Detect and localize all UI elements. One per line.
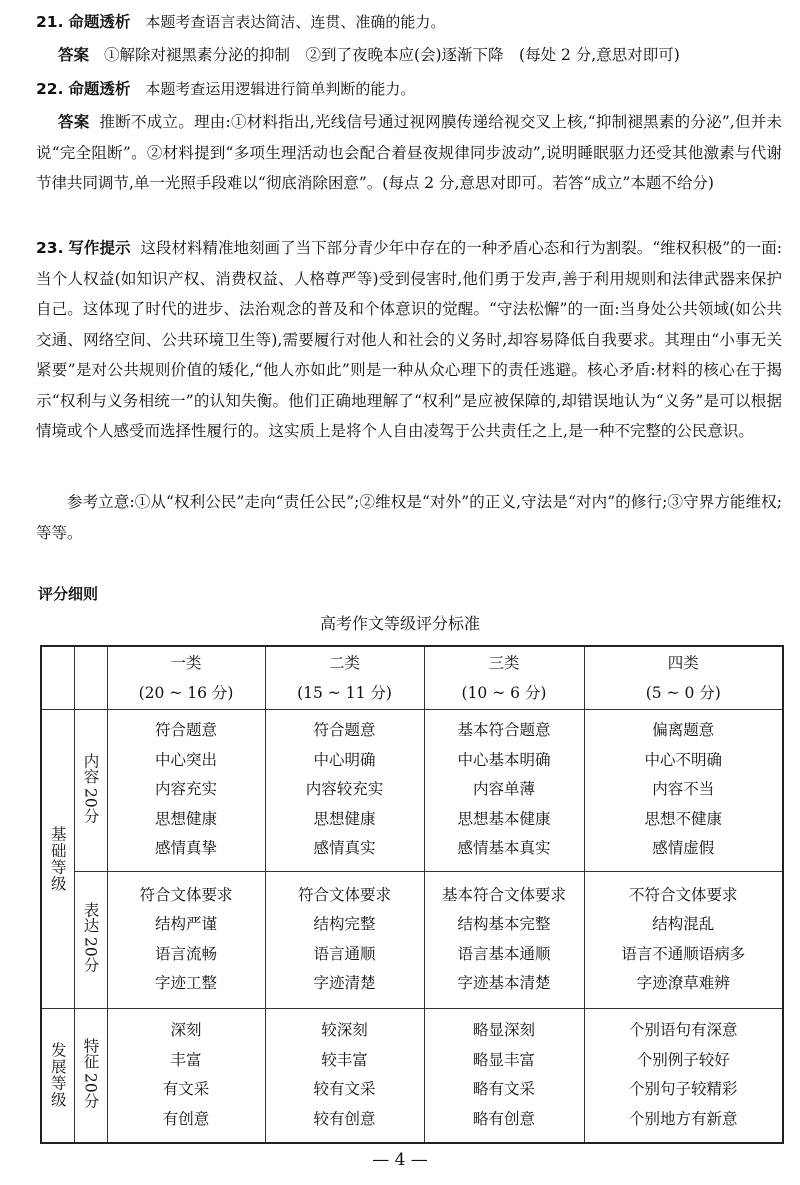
criterion-text: 基本符合题意 <box>457 721 551 740</box>
criterion-text: 符合文体要求 <box>139 885 233 904</box>
q22-answer-paragraph <box>36 107 782 199</box>
page-number: — 4 — <box>372 1150 428 1170</box>
criterion-text: 个别语句有深意 <box>628 1021 738 1040</box>
criterion-text: 中心基本明确 <box>457 750 551 769</box>
content-cell-grade3 <box>424 709 584 871</box>
criterion-text: 思想健康 <box>313 809 376 828</box>
blank-corner-cell <box>41 646 74 709</box>
grade-name: 四类 <box>667 653 699 672</box>
dev-level-cell <box>41 1008 74 1143</box>
q23-tag: 写作提示 <box>68 239 131 257</box>
grade-header <box>424 646 584 709</box>
criterion-text: 略有创意 <box>472 1109 535 1128</box>
dev-level-label: 发展等级 <box>48 1042 67 1109</box>
rubric-section-title: 评分细则 <box>38 585 99 603</box>
expression-row <box>41 871 783 1008</box>
criterion-text: 思想健康 <box>154 809 217 828</box>
expression-cell-grade2 <box>265 871 424 1008</box>
criterion-text: 符合题意 <box>313 721 376 740</box>
q23-reference: 参考立意:①从“权利公民”走向“责任公民”;②维权是“对外”的正义,守法是“对内”的修行;③守界方能维权;等等。 <box>36 493 782 542</box>
rubric-header-row <box>41 646 783 709</box>
features-label: 特征 <box>81 1038 100 1070</box>
features-cell-grade2 <box>265 1008 424 1143</box>
criterion-text: 较深刻 <box>321 1021 368 1040</box>
criterion-text: 语言基本通顺 <box>457 944 551 963</box>
q22-intent-text: 本题考查运用逻辑进行简单判断的能力。 <box>145 80 416 98</box>
criterion-text: 基本符合文体要求 <box>441 885 566 904</box>
grade-range: (5 ~ 0 分) <box>645 683 721 702</box>
content-row <box>41 709 783 871</box>
grade-range: (10 ~ 6 分) <box>461 683 547 702</box>
features-cell-grade4 <box>584 1008 783 1143</box>
features-cell-grade1 <box>107 1008 265 1143</box>
grade-name: 三类 <box>488 653 520 672</box>
content-label: 内容 <box>81 752 100 784</box>
criterion-text: 结构混乱 <box>652 915 715 933</box>
criterion-text: 字迹清楚 <box>313 974 376 992</box>
q22-answer-tag: 答案 <box>58 113 90 131</box>
criterion-text: 偏离题意 <box>652 721 715 740</box>
grade-header <box>265 646 424 709</box>
q21-answer-text: ①解除对褪黑素分泌的抑制 ②到了夜晚本应(会)逐渐下降 (每处 2 分,意思对即可) <box>103 46 680 64</box>
criterion-text: 个别句子较精彩 <box>628 1080 738 1099</box>
criterion-text: 字迹基本清楚 <box>457 974 551 992</box>
expression-label: 表达 <box>81 902 100 934</box>
basic-level-label: 基础等级 <box>48 825 67 892</box>
criterion-text: 深刻 <box>170 1021 202 1040</box>
criterion-text: 符合题意 <box>154 721 217 740</box>
q22-answer-text: 推断不成立。理由:①材料指出,光线信号通过视网膜传递给视交叉上核,“抑制褪黑素的分泌”,但并未说“完全阻断”。②材料提到“多项生理活动也会配合着昼夜规律同步波动”,说明睡眠驱力还受其他激素与代谢节律共同调节,单一光照手段难以“彻底消除困意”。(每点 2 分,意思对即可。若答“成立”本题不给分) <box>36 113 782 192</box>
content-label-cell <box>74 709 107 871</box>
criterion-text: 略有文采 <box>472 1080 535 1099</box>
q22-intent-line <box>36 77 772 101</box>
rubric-table-title: 高考作文等级评分标准 <box>319 614 480 633</box>
grade-name: 一类 <box>170 653 202 672</box>
content-cell-grade4 <box>584 709 783 871</box>
expression-cell-grade4 <box>584 871 783 1008</box>
q21-intent-line <box>36 10 772 34</box>
criterion-text: 较丰富 <box>321 1050 368 1069</box>
features-row <box>41 1008 783 1143</box>
criterion-text: 较有文采 <box>313 1080 376 1099</box>
grade-header <box>107 646 265 709</box>
expression-cell-grade1 <box>107 871 265 1008</box>
criterion-text: 字迹潦草难辨 <box>636 974 730 992</box>
criterion-text: 中心不明确 <box>644 750 722 769</box>
criterion-text: 丰富 <box>170 1050 202 1069</box>
expression-label-cell <box>74 871 107 1008</box>
content-cell-grade2 <box>265 709 424 871</box>
criterion-text: 较有创意 <box>313 1109 376 1128</box>
q21-intent-text: 本题考查语言表达简洁、连贯、准确的能力。 <box>145 13 446 31</box>
criterion-text: 思想不健康 <box>644 809 722 828</box>
grade-name: 二类 <box>328 653 360 672</box>
basic-level-cell <box>41 709 74 1008</box>
criterion-text: 中心突出 <box>154 750 217 769</box>
criterion-text: 内容较充实 <box>305 780 384 799</box>
grade-header <box>584 646 783 709</box>
expression-points: 20分 <box>81 937 100 973</box>
criterion-text: 中心明确 <box>313 750 376 769</box>
q21-intent-tag: 命题透析 <box>68 13 131 31</box>
criterion-text: 个别例子较好 <box>636 1050 730 1069</box>
criterion-text: 语言通顺 <box>313 944 376 963</box>
grade-range: (20 ~ 16 分) <box>138 683 234 702</box>
criterion-text: 语言不通顺语病多 <box>621 944 746 963</box>
blank-corner-cell <box>74 646 107 709</box>
grade-range: (15 ~ 11 分) <box>297 683 392 702</box>
criterion-text: 字迹工整 <box>154 974 217 992</box>
q22-number: 22. <box>36 80 64 98</box>
criterion-text: 有文采 <box>162 1080 210 1099</box>
q22-intent-tag: 命题透析 <box>68 80 131 98</box>
q23-number: 23. <box>36 239 64 257</box>
criterion-text: 感情真实 <box>313 839 376 858</box>
criterion-text: 感情真挚 <box>154 839 217 858</box>
criterion-text: 略显丰富 <box>472 1050 535 1069</box>
criterion-text: 内容充实 <box>154 780 217 799</box>
criterion-text: 内容不当 <box>652 780 715 799</box>
criterion-text: 有创意 <box>162 1109 210 1128</box>
criterion-text: 结构完整 <box>313 915 376 933</box>
q21-answer-tag: 答案 <box>58 46 90 64</box>
criterion-text: 结构基本完整 <box>457 915 551 933</box>
criterion-text: 感情虚假 <box>652 839 715 858</box>
criterion-text: 思想基本健康 <box>457 809 551 828</box>
features-cell-grade3 <box>424 1008 584 1143</box>
q23-text: 这段材料精准地刻画了当下部分青少年中存在的一种矛盾心态和行为割裂。“维权积极”的一面:当个人权益(如知识产权、消费权益、人格尊严等)受到侵害时,他们勇于发声,善于利用规则和法律武器来保护自己。这体现了时代的进步、法治观念的普及和个体意识的觉醒。“守法松懈”的一面:当身处公共领域(如公共交通、网络空间、公共环境卫生等),需要履行对他人和社会的义务时,却容易降低自我要求。其理由“小事无关紧要”是对公共规则价值的矮化,“他人亦如此”则是一种从众心理下的责任逃避。核心矛盾:材料的核心在于揭示“权利与义务相统一”的认知失衡。他们正确地理解了“权利”是应被保障的,却错误地认为“义务”是可以根据情境或个人感受而选择性履行的。这实质上是将个人自由凌驾于公共责任之上,是一种不完整的公民意识。 <box>36 239 782 440</box>
criterion-text: 感情基本真实 <box>457 839 551 858</box>
features-points: 20分 <box>81 1073 100 1109</box>
criterion-text: 内容单薄 <box>472 780 535 799</box>
q23-paragraph <box>36 233 782 447</box>
criterion-text: 个别地方有新意 <box>628 1109 738 1128</box>
content-points: 20分 <box>81 787 100 824</box>
rubric-table <box>40 645 784 1144</box>
expression-cell-grade3 <box>424 871 584 1008</box>
criterion-text: 符合文体要求 <box>297 885 391 904</box>
criterion-text: 结构严谨 <box>154 915 217 933</box>
criterion-text: 略显深刻 <box>472 1021 535 1040</box>
content-cell-grade1 <box>107 709 265 871</box>
criterion-text: 语言流畅 <box>154 944 217 963</box>
q21-number: 21. <box>36 13 64 31</box>
q21-answer-line <box>58 43 772 67</box>
features-label-cell <box>74 1008 107 1143</box>
criterion-text: 不符合文体要求 <box>628 885 738 904</box>
